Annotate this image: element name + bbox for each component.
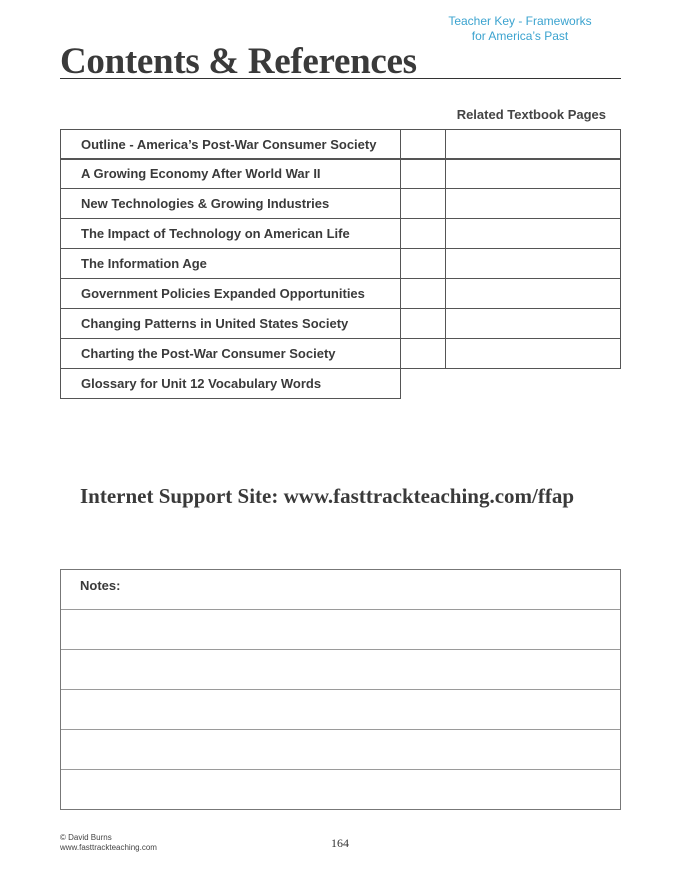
contents-topic: Outline - America’s Post-War Consumer Society bbox=[60, 129, 401, 160]
page-ref-cell[interactable] bbox=[445, 218, 621, 249]
page-ref-cell[interactable] bbox=[400, 338, 446, 369]
page-ref-cell[interactable] bbox=[445, 338, 621, 369]
page-ref-cell[interactable] bbox=[445, 248, 621, 279]
contents-topic: Government Policies Expanded Opportunities bbox=[60, 278, 401, 309]
contents-topic: Charting the Post-War Consumer Society bbox=[60, 338, 401, 369]
notes-line[interactable] bbox=[61, 730, 620, 770]
contents-row bbox=[60, 279, 621, 309]
notes-line[interactable] bbox=[61, 690, 620, 730]
contents-topic: Changing Patterns in United States Society bbox=[60, 308, 401, 339]
page-ref-cell[interactable] bbox=[400, 188, 446, 219]
internet-support-site: Internet Support Site: www.fasttrackteaching.com/ffap bbox=[80, 484, 575, 508]
copyright: © David Burns bbox=[60, 833, 112, 842]
notes-box[interactable] bbox=[60, 569, 621, 810]
contents-row bbox=[60, 369, 621, 399]
contents-table bbox=[60, 129, 621, 399]
contents-topic: Glossary for Unit 12 Vocabulary Words bbox=[60, 368, 401, 399]
notes-line[interactable] bbox=[61, 770, 620, 810]
related-pages-label: Related Textbook Pages bbox=[456, 107, 606, 122]
page-ref-cell[interactable] bbox=[400, 278, 446, 309]
footer-website: www.fasttrackteaching.com bbox=[60, 843, 157, 852]
contents-topic: The Information Age bbox=[60, 248, 401, 279]
contents-row bbox=[60, 219, 621, 249]
page-ref-cell[interactable] bbox=[400, 158, 446, 189]
page-title: Contents & References bbox=[60, 41, 417, 82]
notes-line[interactable] bbox=[61, 570, 620, 610]
contents-topic: The Impact of Technology on American Life bbox=[60, 218, 401, 249]
page-ref-cell[interactable] bbox=[400, 308, 446, 339]
series-label-line2: for America’s Past bbox=[471, 29, 569, 43]
contents-row bbox=[60, 249, 621, 279]
series-label-line1: Teacher Key - Frameworks bbox=[448, 14, 592, 28]
notes-line[interactable] bbox=[61, 650, 620, 690]
contents-row bbox=[60, 309, 621, 339]
page-ref-cell[interactable] bbox=[445, 278, 621, 309]
contents-topic: A Growing Economy After World War II bbox=[60, 158, 401, 189]
page-ref-cell[interactable] bbox=[400, 129, 446, 160]
page-ref-cell[interactable] bbox=[445, 308, 621, 339]
contents-row bbox=[60, 159, 621, 189]
page-ref-cell[interactable] bbox=[445, 129, 621, 160]
page-ref-cell[interactable] bbox=[400, 218, 446, 249]
notes-line[interactable] bbox=[61, 610, 620, 650]
contents-topic: New Technologies & Growing Industries bbox=[60, 188, 401, 219]
page-number: 164 bbox=[331, 836, 349, 850]
page-ref-cell[interactable] bbox=[445, 158, 621, 189]
page-ref-cell[interactable] bbox=[445, 188, 621, 219]
title-rule bbox=[60, 78, 621, 79]
notes-label: Notes: bbox=[80, 578, 121, 593]
contents-row bbox=[60, 339, 621, 369]
contents-row bbox=[60, 189, 621, 219]
series-label bbox=[420, 14, 620, 44]
contents-row bbox=[60, 129, 621, 159]
page-ref-cell[interactable] bbox=[400, 248, 446, 279]
